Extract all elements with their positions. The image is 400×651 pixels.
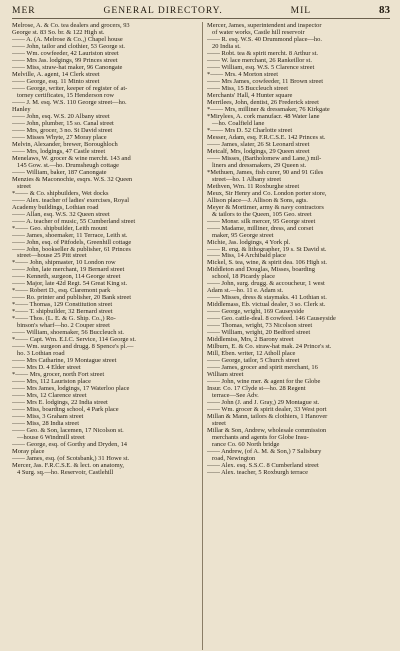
directory-line: 4 Surg. sq.—ho. Reservoir, Castlehill xyxy=(17,469,114,476)
directory-line: —ho. Coalfield lane xyxy=(212,119,265,127)
directory-line: liners and dressmakers, 29 Queen st. xyxy=(212,161,307,169)
directory-line: —— Alex. teacher, 5 Roxburgh terrace xyxy=(207,469,308,476)
directory-line: —— Mrs James, lodgings, 17 Waterloo place xyxy=(12,385,130,393)
directory-line: —— James, slater, 26 St Leonard street xyxy=(207,140,310,148)
directory-line: —— Mrs Catharine, 19 Montague street xyxy=(12,357,117,365)
running-head-right: MIL xyxy=(290,6,312,16)
directory-line: —— George, esq. of Gorthy and Dryden, 14 xyxy=(12,441,128,449)
directory-line: —— Robt. tea & spirit mercht. 8 Arthur st. xyxy=(207,49,319,57)
directory-line: Academy buildings, Lothian road xyxy=(12,203,99,211)
directory-line: —— James, shoemaker, 11 Terrace, Leith st. xyxy=(12,231,128,239)
directory-line: —— Mrs E. lodgings, 22 India street xyxy=(12,399,108,407)
directory-line: *—— Mrs D. 52 Charlotte street xyxy=(207,126,293,134)
directory-line: —— Monsr. silk mercer, 95 George street xyxy=(207,217,316,225)
directory-line: *—— John, shipmaster, 10 London row xyxy=(12,259,116,267)
directory-line: —— Mrs, grocer, 3 no. St David street xyxy=(12,126,113,134)
directory-line: —— Wm. grocer & spirit dealer, 33 West port xyxy=(207,406,327,414)
directory-line: —— Misses, (Bartholomew and Lane,) mil- xyxy=(207,154,322,162)
directory-line: & tailors to the Queen, 105 Geo. street xyxy=(212,210,312,218)
directory-line: Adam st.—ho. 11 e. Adam st. xyxy=(207,287,284,295)
directory-line: school, 18 Picardy place xyxy=(212,273,275,281)
directory-line: Meyer & Mortimer, army & navy contractors xyxy=(207,203,324,211)
directory-line: 145 Gow. st.—ho. Drumsheugh cottage xyxy=(17,161,120,169)
directory-line: —— Thomas, wright, 73 Nicolson street xyxy=(207,322,313,330)
directory-line: —— Misses, dress & staymaks. 41 Lothian st. xyxy=(207,294,327,302)
directory-line: —— Mrs, lodgings, 47 Castle street xyxy=(12,147,106,155)
directory-line: Middlemiss, Mrs, 2 Barony street xyxy=(207,336,294,344)
directory-line: ho. 3 Lothian road xyxy=(17,350,65,358)
directory-line: Melville, A. agent, 14 Clerk street xyxy=(12,70,100,78)
directory-line: —— Misses Whyte, 27 Moray place xyxy=(12,133,107,141)
directory-line: Mill, Eben. writer, 12 Atholl place xyxy=(207,350,296,358)
directory-line: *—— Mrs. 4 Morton street xyxy=(207,70,278,78)
directory-line: —— George, writer, keeper of register of at- xyxy=(12,84,128,92)
directory-line: —— A. teacher of music, 55 Cumberland street xyxy=(12,217,136,225)
directory-line: —— John (J. and J. Gray,) 29 Montague st. xyxy=(207,399,320,407)
directory-line: Millar & Son, Andrew, wholesale commission xyxy=(207,427,327,435)
directory-line: *—— Mrs, milliner & dressmaker, 76 Kirkgate xyxy=(207,105,330,113)
directory-line: —— Miss, boarding school, 4 Park place xyxy=(12,406,119,414)
page-number: 83 xyxy=(379,4,390,16)
directory-line: —— Mrs Jas. lodgings, 99 Princes street xyxy=(12,56,118,64)
directory-line: —— Mrs James, cowfeeder, 11 Brown street xyxy=(207,77,324,85)
directory-line: street xyxy=(212,420,226,428)
directory-line: torney certificates, 15 Henderson row xyxy=(17,91,115,99)
directory-line: *—— Geo. shipbuilder, Leith mount xyxy=(12,224,108,232)
directory-line: —— Mrs, 12 Clarence street xyxy=(12,392,87,400)
directory-line: —— Miss, 3 Graham street xyxy=(12,413,84,421)
directory-line: —— Alex. teacher of ladies' exercises, Royal xyxy=(12,196,129,204)
directory-line: —— John, plumber, 15 so. Canal street xyxy=(12,119,114,127)
directory-line: —— Mrs D. 4 Elder street xyxy=(12,364,81,372)
directory-line: —— R. eng. & lithographer, 19 s. St David st. xyxy=(207,245,327,253)
directory-line: —— J. M. esq. W.S. 110 George street—ho. xyxy=(12,98,127,106)
directory-line: —— A. (A. Melrose & Co.,) Chapel house xyxy=(12,35,123,43)
directory-line: —— Miss, straw-hat maker, 96 Canongate xyxy=(12,63,123,71)
directory-line: street—house 25 Pitt street xyxy=(17,252,87,260)
directory-line: —— John, late merchant, 19 Bernard street xyxy=(12,266,125,274)
directory-line: —— Kenneth, surgeon, 114 George street xyxy=(12,273,121,281)
directory-line: —— Miss, 28 India street xyxy=(12,420,80,428)
directory-line: —— W. lace merchant, 26 Rankeillor st. xyxy=(207,56,312,64)
directory-line: —— George, wright, 169 Causeyside xyxy=(207,308,305,316)
directory-line: Merchants' Hall, 4 Hunter square xyxy=(207,91,293,99)
directory-line: —— John, esq. W.S. 20 Albany street xyxy=(12,112,110,120)
right-column xyxy=(202,22,390,650)
directory-line: Hanley xyxy=(12,105,31,113)
directory-line: —— William, wright, 20 Bedford street xyxy=(207,329,311,337)
directory-line: —— William, shoemaker, 56 Buccleuch st. xyxy=(12,329,124,337)
running-header xyxy=(12,4,390,19)
directory-line: —— Wm. surgeon and drugg. 8 Spence's pl.— xyxy=(12,343,134,351)
directory-line: of water works, Castle hill reservoir xyxy=(212,28,305,36)
directory-line: Melvin, Alexander, brewer, Boroughloch xyxy=(12,140,118,148)
directory-line: —— John, wine mer. & agent for the Globe xyxy=(207,378,321,386)
directory-line: —— Ro. printer and publisher, 20 Bank street xyxy=(12,294,131,302)
directory-line: *Mirylees, A. cork manufacr. 48 Water lane xyxy=(207,112,320,120)
directory-line: *Methuen, James, fish curer, 90 and 91 Giles xyxy=(207,168,324,176)
directory-line: street xyxy=(17,182,31,190)
directory-line: Mickel, S. tea, wine, & spirit dea. 106 High st. xyxy=(207,259,327,267)
directory-line: —— Geo. & Son, lacemen, 17 Nicolson st. xyxy=(12,427,124,435)
directory-line: Melrose, A. & Co. tea dealers and grocers, 93 xyxy=(12,22,130,29)
directory-line: Messer, Adam, esq. F.R.C.S.E. 142 Princes st. xyxy=(207,133,326,141)
directory-line: —— John, esq. of Pitfodels, Greenhill cottage xyxy=(12,238,132,246)
directory-line: Metcalf, Mrs, lodgings, 29 Queen street xyxy=(207,147,310,155)
directory-line: —— James, grocer and spirit merchant, 16 xyxy=(207,364,318,372)
running-head-left: MER xyxy=(12,6,36,16)
directory-line: merchants and agents for Globe Insu- xyxy=(212,434,309,442)
directory-line: —— Madame, milliner, dress, and corset xyxy=(207,224,314,232)
directory-line: —— John, surg. drugg. & accoucheur, 1 west xyxy=(207,280,325,288)
directory-line: *—— Mrs, grocer, north Fort street xyxy=(12,371,105,379)
directory-line: —— Major, late 42d Regt. 54 Great King st. xyxy=(12,280,128,288)
directory-line: road, Newington xyxy=(212,455,256,463)
directory-line: —— Alex. esq. S.S.C. 8 Cumberland street xyxy=(207,462,319,469)
directory-line: —— R. esq. W.S. 40 Drummond place—ho. xyxy=(207,35,322,43)
directory-line: Mercer, Jas. F.R.C.S.E. & lect. on anatomy, xyxy=(12,462,124,469)
directory-line: George st. 83 So. br. & 122 High st. xyxy=(12,28,105,36)
directory-line: Milburn, E. & Co. straw-hat mak. 24 Prince's st. xyxy=(207,343,332,351)
directory-line: *—— & Co. shipbuilders, Wet docks xyxy=(12,189,109,197)
directory-line: Methven, Wm. 11 Roxburghe street xyxy=(207,182,300,190)
directory-line: *—— Capt. Wm. E.I.C. Service, 114 George st. xyxy=(12,336,136,344)
directory-line: street—ho. 1 Albany street xyxy=(212,175,282,183)
directory-line: —— Mrs, 112 Lauriston place xyxy=(12,378,91,386)
directory-line: binson's wharf—ho. 2 Couper street xyxy=(17,322,110,330)
directory-line: *—— Thomas, 129 Constitution street xyxy=(12,301,113,309)
directory-line: Moray place xyxy=(12,448,45,456)
directory-line: Insur. Co. 17 Clyde st—ho. 28 Regent xyxy=(207,385,306,393)
directory-line: —— William, esq. W.S. 5 Clarence street xyxy=(207,63,315,71)
directory-line: —— Geo. cattle-deal. 8 cowfeed. 146 Causeyside xyxy=(207,315,336,323)
directory-line: rance Co. 60 North bridge xyxy=(212,441,280,449)
directory-line: Meux, Sir Henry and Co. London porter store, xyxy=(207,189,327,197)
directory-line: —— Wm. cowfeeder, 42 Lauriston street xyxy=(12,49,119,57)
directory-line: —— George, esq. 11 Minto street xyxy=(12,77,100,85)
directory-line: Allison place—J. Allison & Sons, agts. xyxy=(207,196,308,204)
directory-line: —— Allan, esq. W.S. 32 Queen street xyxy=(12,210,110,218)
directory-line: Menelaws, W. grocer & wine mercht. 143 and xyxy=(12,154,131,162)
directory-line: —— Andrew, (of A. M. & Son,) 7 Salisbury xyxy=(207,448,322,456)
directory-line: Mercer, James, superintendent and inspector xyxy=(207,22,322,29)
directory-line: Merrilees, John, dentist, 26 Frederick street xyxy=(207,98,319,106)
directory-line: Middleton and Douglas, Misses, boarding xyxy=(207,266,315,274)
directory-line: Michie, Jas. lodgings, 4 York pl. xyxy=(207,238,291,246)
directory-line: Menzies & Maconochie, esqrs. W.S. 32 Queen xyxy=(12,175,133,183)
running-head-center: GENERAL DIRECTORY. xyxy=(103,6,223,16)
directory-line: terrace—See Adv. xyxy=(212,392,259,400)
directory-line: *—— T. shipbuilder, 32 Bernard street xyxy=(12,308,113,316)
left-column xyxy=(12,22,196,650)
directory-line: —— Miss, 14 Archibald place xyxy=(207,252,286,260)
directory-line: maker, 95 George street xyxy=(212,231,274,239)
directory-line: —house 6 Windmill street xyxy=(17,434,85,442)
directory-line: —— John, tailor and clothier, 53 George st. xyxy=(12,42,125,50)
directory-line: —— John, bookseller & publisher, 61 Princes xyxy=(12,245,131,253)
directory-line: Millan & Mann, tailors & clothiers, 1 Hanover xyxy=(207,413,328,421)
directory-line: —— William, baker, 187 Canongate xyxy=(12,168,107,176)
directory-line: Middlemass, Eb. victual dealer, 3 so. Clerk st. xyxy=(207,301,326,309)
directory-line: *—— Thos. (L. E. & G. Ship. Co.,) Ro- xyxy=(12,315,116,323)
directory-line: —— George, tailor, 5 Church street xyxy=(207,357,300,365)
directory-line: William street xyxy=(207,371,244,379)
directory-line: —— James, esq. (of Scotsbank,) 31 Howe st. xyxy=(12,455,130,463)
directory-line: —— Miss, 15 Buccleuch street xyxy=(207,84,288,92)
directory-line: *—— Robert D., esq. Claremont park xyxy=(12,287,111,295)
directory-columns xyxy=(12,22,390,650)
directory-line: 20 India st. xyxy=(212,42,241,50)
